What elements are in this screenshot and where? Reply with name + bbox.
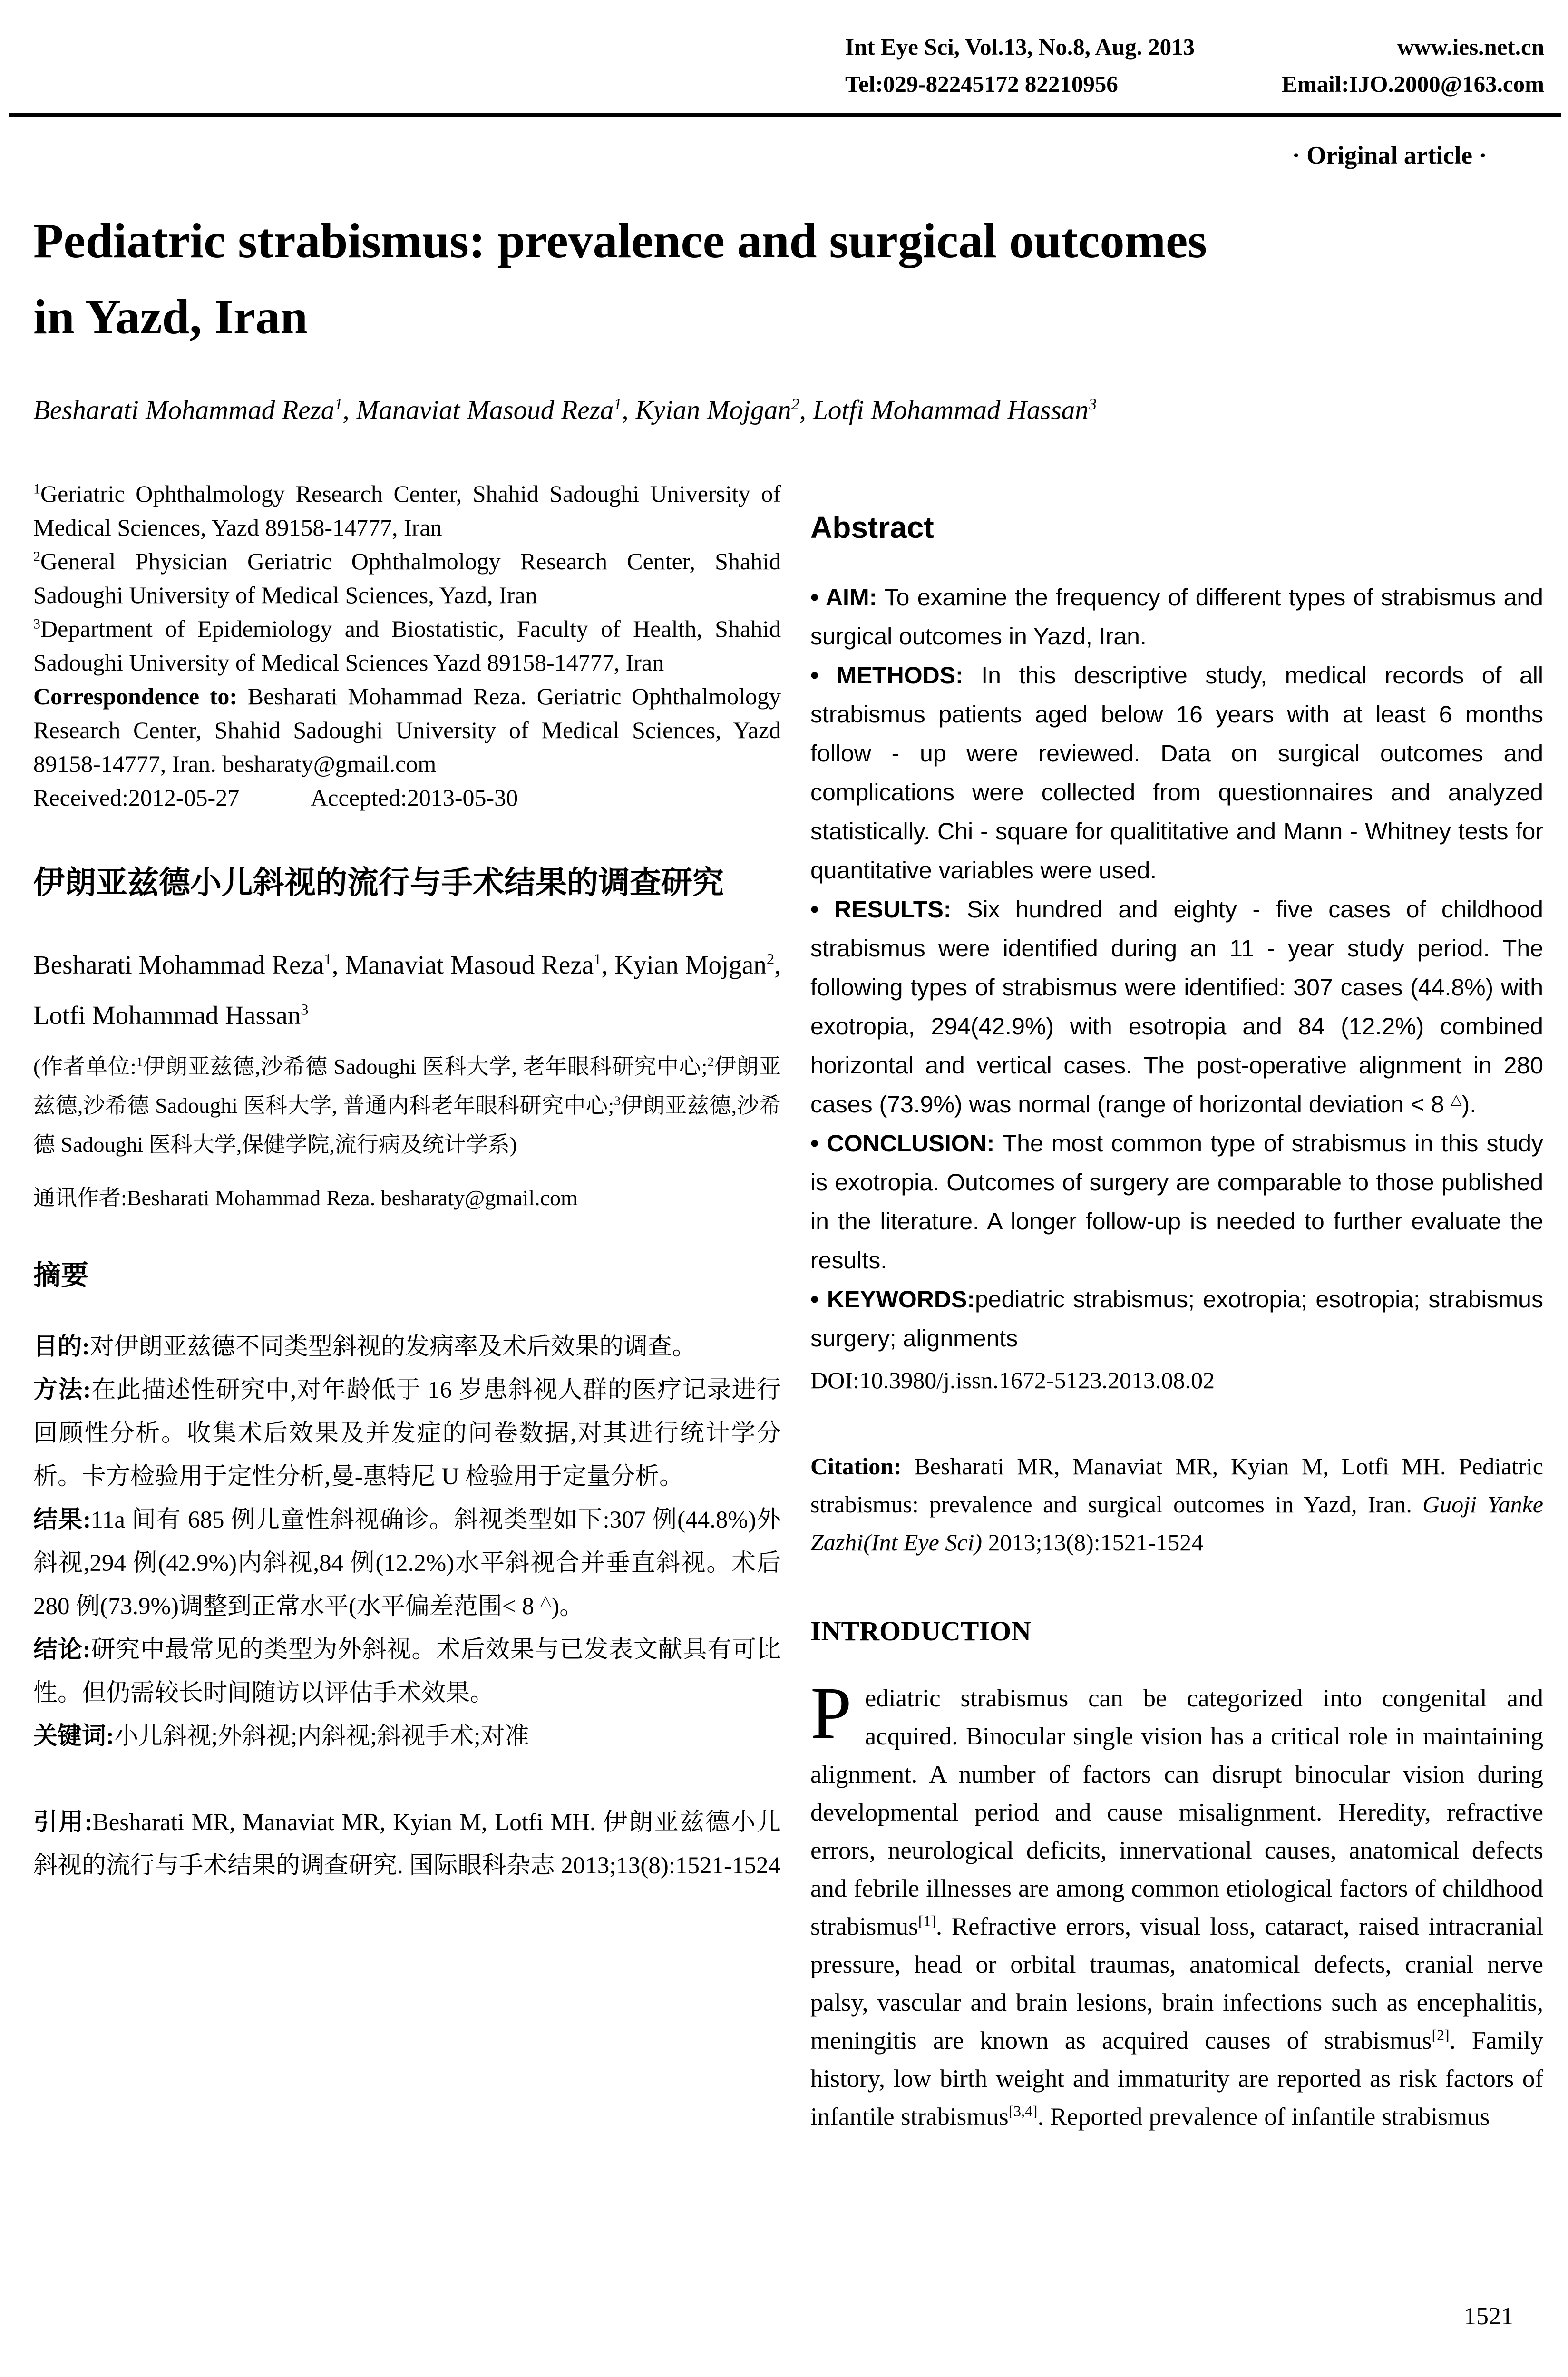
right-column xyxy=(810,477,1543,2136)
abstract-aim-label: • AIM: xyxy=(810,584,877,611)
chinese-citation xyxy=(33,1801,781,1888)
journal-issue-info: Int Eye Sci, Vol.13, No.8, Aug. 2013 xyxy=(845,34,1195,60)
chinese-correspondent xyxy=(33,1179,781,1218)
chinese-results-label: 结果: xyxy=(33,1506,91,1533)
chinese-abstract-conclusion xyxy=(33,1628,781,1715)
chinese-conclusion-label: 结论: xyxy=(33,1636,91,1663)
correspondence-text: Besharati Mohammad Reza. Geriatric Ophthalmology Research Center, Shahid Sadoughi University of Medical Sciences, Yazd 89158-14777, Iran. besharaty@gmail.com xyxy=(33,683,781,777)
left-column xyxy=(33,477,781,2136)
abstract-methods xyxy=(810,656,1543,890)
chinese-citation-label: 引用: xyxy=(33,1809,93,1836)
received-date: Received:2012-05-27 xyxy=(33,784,240,811)
introduction-text: ediatric strabismus can be categorized into congenital and acquired. Binocular single vision has a critical role in maintaining alignment. A number of factors can disrupt binocular vision during developmental period and cause misalignment. Heredity, refractive errors, neurological deficits, innervational causes, anatomical defects and febrile illnesses are among common etiological factors of childhood strabismus[1]. Refractive errors, visual loss, cataract, raised intracranial pressure, head or orbital traumas, anatomical defects, cranial nerve palsy, vascular and brain lesions, brain infections such as encephalitis, meningitis are known as acquired causes of strabismus[2]. Family history, low birth weight and immaturity are reported as risk factors of infantile strabismus[3,4]. Reported prevalence of infantile strabismus xyxy=(810,1685,1543,2131)
abstract-aim-text: To examine the frequency of different types of strabismus and surgical outcomes in Yazd, Iran. xyxy=(810,584,1543,650)
chinese-abstract-methods xyxy=(33,1369,781,1499)
chinese-citation-text: Besharati MR, Manaviat MR, Kyian M, Lotfi MH. 伊朗亚兹德小儿斜视的流行与手术结果的调查研究. 国际眼科杂志 2013;13(8):1521-1524 xyxy=(33,1809,781,1879)
affiliation-2-text: General Physician Geriatric Ophthalmology Research Center, Shahid Sadoughi University of Medical Sciences, Yazd, Iran xyxy=(33,548,781,608)
chinese-keywords-text: 小儿斜视;外斜视;内斜视;斜视手术;对准 xyxy=(114,1723,529,1750)
header-divider xyxy=(9,113,1561,117)
journal-telephone: Tel:029-82245172 82210956 xyxy=(845,71,1118,97)
abstract-methods-text: In this descriptive study, medical records of all strabismus patients aged below 16 years with at least 6 months follow - up were reviewed. Data on surgical outcomes and complications were collected from questionnaires and analyzed statistically. Chi - square for qualititative and Mann - Whitney tests for quantitative variables were used. xyxy=(810,662,1543,884)
chinese-abstract-heading: 摘要 xyxy=(33,1259,89,1291)
citation xyxy=(810,1447,1543,1561)
author-list: Besharati Mohammad Reza$^1$, Manaviat Masoud Reza$^1$, Kyian Mojgan$^2$, Lotfi Mohammad Hassan$^3$ xyxy=(33,395,1097,425)
accepted-date: Accepted:2013-05-30 xyxy=(311,784,518,811)
article-type-label: · Original article · xyxy=(1292,142,1487,169)
journal-header-line2 xyxy=(845,66,1544,103)
abstract-conclusion xyxy=(810,1124,1543,1280)
affiliation-2-sup: 2 xyxy=(33,548,40,565)
abstract-heading: Abstract xyxy=(810,510,934,545)
chinese-results-text: 11a 间有 685 例儿童性斜视确诊。斜视类型如下:307 例(44.8%)外斜视,294 例(42.9%)内斜视,84 例(12.2%)水平斜视合并垂直斜视。术后 280 例(73.9%)调整到正常水平(水平偏差范围< 8 △)。 xyxy=(33,1506,781,1620)
title-line-1: Pediatric strabismus: prevalence and surgical outcomes xyxy=(33,214,1207,268)
abstract-conclusion-label: • CONCLUSION: xyxy=(810,1130,995,1157)
abstract-keywords xyxy=(810,1280,1543,1358)
chinese-keywords-label: 关键词: xyxy=(33,1723,114,1750)
journal-header xyxy=(845,0,1544,103)
affiliation-2 xyxy=(33,545,781,612)
received-accepted xyxy=(33,781,781,815)
chinese-author-list: Besharati Mohammad Reza$^1$, Manaviat Masoud Reza$^1$, Kyian Mojgan$^2$, Lotfi Mohammad Hassan$^3$ xyxy=(33,950,781,1030)
introduction-heading: INTRODUCTION xyxy=(810,1616,1032,1646)
affiliation-1 xyxy=(33,477,781,545)
chinese-conclusion-text: 研究中最常见的类型为外斜视。术后效果与已发表文献具有可比性。但仍需较长时间随访以评估手术效果。 xyxy=(33,1636,781,1706)
chinese-affiliation: (作者单位:$^1$伊朗亚兹德,沙希德 Sadoughi 医科大学, 老年眼科研究中心;$^2$伊朗亚兹德,沙希德 Sadoughi 医科大学, 普通内科老年眼科研究中心;$^3$伊朗亚兹德,沙希德 Sadoughi 医科大学,保健学院,流行病及统计学系) xyxy=(33,1054,781,1157)
citation-text: Besharati MR, Manaviat MR, Kyian M, Lotfi MH. Pediatric strabismus: prevalence and surgical outcomes in Yazd, Iran. Guoji Yanke Zazhi(Int Eye Sci) 2013;13(8):1521-1524 xyxy=(810,1453,1543,1556)
abstract-conclusion-text: The most common type of strabismus in this study is exotropia. Outcomes of surgery are comparable to those published in the literature. A longer follow-up is needed to further evaluate the results. xyxy=(810,1130,1543,1274)
affiliation-3-sup: 3 xyxy=(33,616,40,632)
chinese-correspondent-text: Besharati Mohammad Reza. besharaty@gmail.com xyxy=(127,1185,578,1210)
abstract-keywords-label: • KEYWORDS: xyxy=(810,1286,975,1313)
chinese-abstract-keywords xyxy=(33,1715,781,1758)
affiliation-3-text: Department of Epidemiology and Biostatistic, Faculty of Health, Shahid Sadoughi University of Medical Sciences Yazd 89158-14777, Iran xyxy=(33,615,781,676)
chinese-methods-text: 在此描述性研究中,对年龄低于 16 岁患斜视人群的医疗记录进行回顾性分析。收集术后效果及并发症的问卷数据,对其进行统计学分析。卡方检验用于定性分析,曼-惠特尼 U 检验用于定量分析。 xyxy=(33,1376,781,1490)
abstract-methods-label: • METHODS: xyxy=(810,662,964,689)
chinese-methods-label: 方法: xyxy=(33,1376,91,1403)
abstract-results-text: Six hundred and eighty - five cases of childhood strabismus were identified during an 11 - year study period. The following types of strabismus were identified: 307 cases (44.8%) with exotropia, 294(42.9%) with esotropia and 84 (12.2%) combined horizontal and vertical cases. The post-operative alignment in 280 cases (73.9%) was normal (range of horizontal deviation < 8 △). xyxy=(810,896,1543,1118)
chinese-aim-label: 目的: xyxy=(33,1333,90,1360)
affiliation-1-text: Geriatric Ophthalmology Research Center, Shahid Sadoughi University of Medical Sciences, Yazd 89158-14777, Iran xyxy=(33,480,781,541)
correspondence-label: Correspondence to: xyxy=(33,683,238,710)
chinese-abstract-aim xyxy=(33,1325,781,1369)
dropcap-letter: P xyxy=(810,1672,852,1754)
affiliation-3 xyxy=(33,612,781,680)
abstract-aim xyxy=(810,578,1543,656)
chinese-abstract-results xyxy=(33,1499,781,1628)
doi: DOI:10.3980/j.issn.1672-5123.2013.08.02 xyxy=(810,1367,1215,1393)
affiliation-1-sup: 1 xyxy=(33,481,40,497)
chinese-aim-text: 对伊朗亚兹德不同类型斜视的发病率及术后效果的调查。 xyxy=(89,1333,696,1360)
abstract-results-label: • RESULTS: xyxy=(810,896,952,923)
chinese-correspondent-label: 通讯作者: xyxy=(33,1185,127,1210)
journal-email: Email:IJO.2000@163.com xyxy=(1282,71,1544,97)
correspondence xyxy=(33,680,781,781)
journal-website: www.ies.net.cn xyxy=(1397,34,1544,60)
title-line-2: in Yazd, Iran xyxy=(33,290,308,344)
abstract-keywords-text: pediatric strabismus; exotropia; esotropia; strabismus surgery; alignments xyxy=(810,1286,1543,1352)
chinese-title: 伊朗亚兹德小儿斜视的流行与手术结果的调查研究 xyxy=(33,866,724,900)
citation-label: Citation: xyxy=(810,1453,902,1480)
article-body xyxy=(33,477,1543,2136)
page-title xyxy=(33,203,1535,355)
introduction-paragraph xyxy=(810,1672,1543,2136)
abstract-results xyxy=(810,890,1543,1124)
page-number: 1521 xyxy=(1464,2303,1513,2330)
journal-header-line1 xyxy=(845,29,1544,66)
